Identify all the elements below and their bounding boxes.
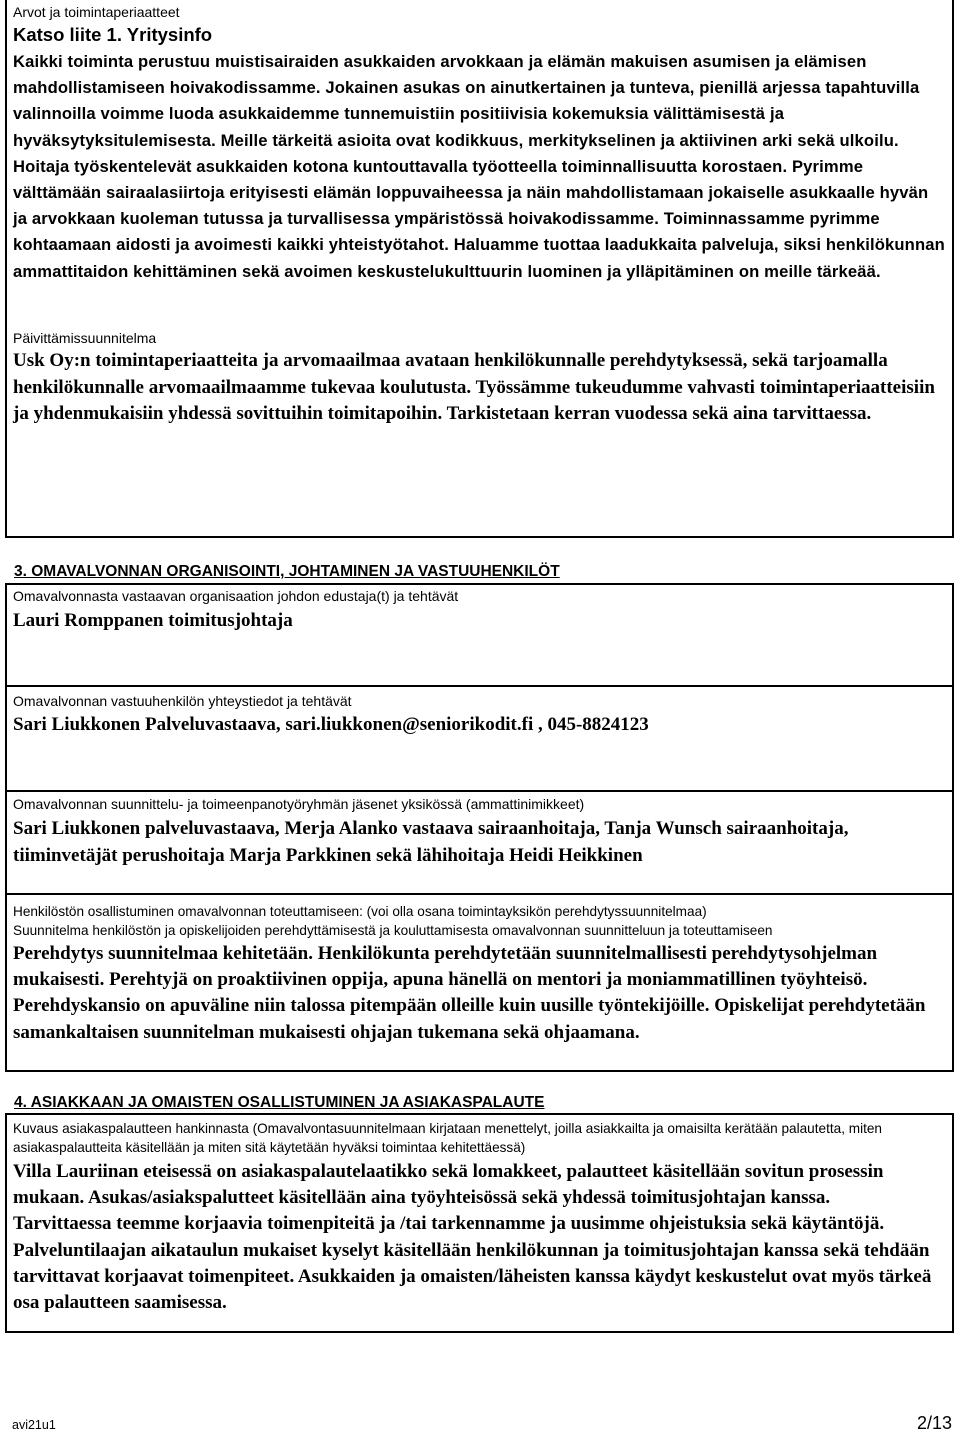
staff-participation-label: Henkilöstön osallistuminen omavalvonnan toteuttamiseen: (voi olla osana toimintayksikön perehdytyssuunnitelmaa): [13, 904, 707, 919]
management-rep-box: [5, 583, 954, 687]
section4-title: 4. ASIAKKAAN JA OMAISTEN OSALLISTUMINEN JA ASIAKASPALAUTE: [14, 1094, 545, 1111]
management-rep-value: Lauri Romppanen toimitusjohtaja: [13, 610, 293, 631]
feedback-box: [5, 1113, 954, 1333]
values-title: Katso liite 1. Yritysinfo: [13, 24, 213, 45]
working-group-label: Omavalvonnan suunnittelu- ja toimeenpanotyöryhmän jäsenet yksikössä (ammattinimikkeet): [13, 796, 585, 812]
footer-code: avi21u1: [12, 1418, 56, 1432]
values-body: Kaikki toiminta perustuu muistisairaiden asukkaiden arvokkaan ja elämän makuisen asumisen ja elämisen mahdollistamiseen hoivakodissamme. Jokainen asukas on ainutkertainen ja tunteva, pienillä arjessa tapahtuvilla valinnoilla voimme luoda asukkaidemme tunnemuistiin positiivisia kokemuksia välittämisestä ja hyväksytyksitulemisesta. Meille tärkeitä asioita ovat kodikkuus, merkitykselinen ja aktiivinen arki sekä ulkoilu. Hoitaja työskentelevät asukkaiden kotona kuntouttavalla työotteella toiminnallisuutta korostaen. Pyrimme välttämään sairaalasiirtoja erityisesti elämän loppuvaiheessa ja näin mahdollistamaan jokaiselle asukkaalle hyvän ja arvokkaan kuoleman tutussa ja turvallisessa ympäristössä hoivakodissamme. Toiminnassamme pyrimme kohtaamaan aidosti ja avoimesti kaikki yhteistyötahot. Haluamme tuottaa laadukkaita palveluja, siksi henkilökunnan ammattitaidon kehittäminen sekä avoimen keskustelukulttuurin luominen ja ylläpitäminen on meille tärkeää.: [13, 52, 945, 281]
working-group-box: [5, 792, 954, 895]
staff-participation-value: Perehdytys suunnitelmaa kehitetään. Henkilökunta perehdytetään suunnitelmallisesti perehdytysohjelman mukaisesti. Perehtyjä on proaktiivinen oppija, apuna hänellä on mentori ja moniammatillinen työyhteisö. Perehdyskansio on apuväline niin talossa pitempään olleille kuin uusille työntekijöille. Opiskelijat perehdytetään samankaltaisen suunnitelman mukaisesti ohjajan tukemana sekä ohjaamana.: [13, 943, 926, 1043]
feedback-value: Villa Lauriinan eteisessä on asiakaspalautelaatikko sekä lomakkeet, palautteet käsitellään sovitun prosessin mukaan. Asukas/asiakspalutteet käsitellään aina työyhteisössä sekä yhdessä toimitusjohtajan kanssa. Tarvittaessa teemme korjaavia toimenpiteitä ja /tai tarkennamme ja uusimme ohjeistuksia sekä käytäntöjä. Palveluntilaajan aikataulun mukaiset kyselyt käsitellään henkilökunnan ja toimitusjohtajan kanssa sekä tehdään tarvittavat korjaavat toimenpiteet. Asukkaiden ja omaisten/läheisten kanssa käydyt keskustelut ovat myös tärkeä osa palautteen saamisessa.: [13, 1161, 932, 1314]
page-number: 2/13: [916, 1413, 952, 1433]
responsible-person-label: Omavalvonnan vastuuhenkilön yhteystiedot ja tehtävät: [13, 693, 352, 709]
section3-title: 3. OMAVALVONNAN ORGANISOINTI, JOHTAMINEN JA VASTUUHENKILÖT: [14, 563, 560, 580]
staff-participation-box: [5, 895, 954, 1072]
plan-body: Usk Oy:n toimintaperiaatteita ja arvomaailmaa avataan henkilökunnalle perehdytyksessä, sekä tarjoamalla henkilökunnalle arvomaailmaamme tukevaa koulutusta. Työssämme tukeudumme vahvasti toimintaperiaatteisiin ja yhdenmukaisiin yhdessä sovittuihin toimitapoihin. Tarkistetaan kerran vuodessa sekä aina tarvittaessa.: [13, 350, 935, 424]
staff-participation-label-2: Suunnitelma henkilöstön ja opiskelijoiden perehdyttämisestä ja kouluttamisesta omavalvonnan suunnitteluun ja toteuttamiseen: [13, 923, 773, 938]
responsible-person-value: Sari Liukkonen Palveluvastaava, sari.liukkonen@seniorikodit.fi , 045-8824123: [13, 714, 649, 735]
plan-label: Päivittämissuunnitelma: [13, 330, 157, 346]
responsible-person-box: [5, 687, 954, 792]
values-box: [5, 0, 954, 538]
values-label: Arvot ja toimintaperiaatteet: [13, 4, 180, 20]
feedback-label: Kuvaus asiakaspalautteen hankinnasta (Omavalvontasuunnitelmaan kirjataan menettelyt, joilla asiakkailta ja omaisilta kerätään palautetta, miten asiakaspalautteita käsitellään ja miten sitä käytetään hyväksi toimintaa kehitettäessä): [13, 1121, 882, 1155]
working-group-value: Sari Liukkonen palveluvastaava, Merja Alanko vastaava sairaanhoitaja, Tanja Wunsch sairaanhoitaja, tiiminvetäjät perushoitaja Marja Parkkinen sekä lähihoitaja Heidi Heikkinen: [13, 818, 849, 866]
management-rep-label: Omavalvonnasta vastaavan organisaation johdon edustaja(t) ja tehtävät: [13, 588, 459, 604]
